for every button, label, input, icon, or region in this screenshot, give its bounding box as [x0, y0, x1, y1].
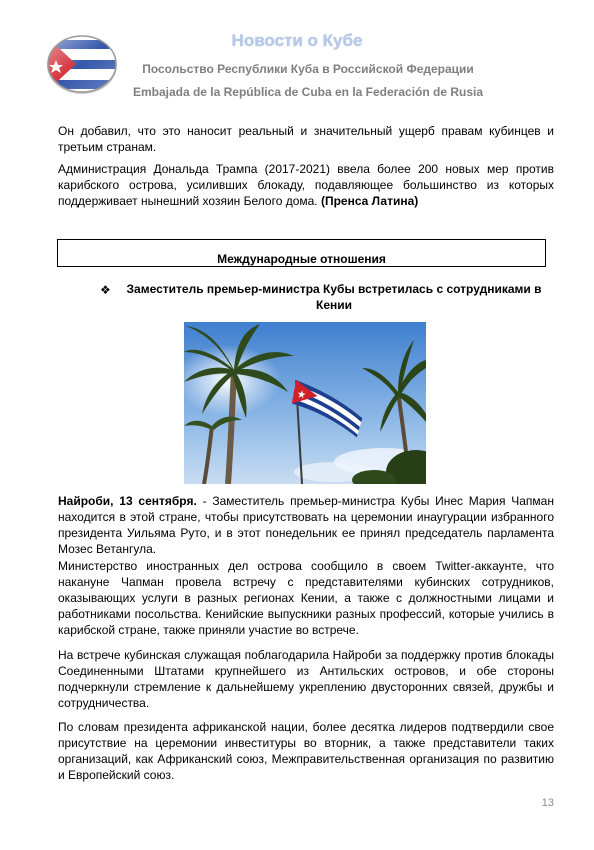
paragraph-trump-measures: [58, 161, 554, 209]
palm-trees-cuban-flag-photo: [184, 322, 426, 484]
article-dateline: Найроби, 13 сентября.: [58, 494, 197, 508]
diamond-bullet-icon: ❖: [100, 283, 111, 297]
article-paragraph-twitter: Министерство иностранных дел острова сообщило в своем Twitter-аккаунте, что накануне Чапман провела встречу с представителями кубинских сотрудников, оказывающих услуги в разных регионах Кении, а также с должностными лицами и работниками посольства. Кенийские выпускники разных профессий, которые учились в карибской стране, также приняли участие во встрече.: [58, 559, 554, 637]
section-title: Международные отношения: [217, 252, 386, 266]
paragraph-intro: Он добавил, что это наносит реальный и значительный ущерб правам кубинцев и третьим странам.: [58, 124, 554, 154]
section-heading-box: [57, 239, 546, 267]
page-number: 13: [541, 797, 554, 809]
paragraph-trump-text: Администрация Дональда Трампа (2017-2021) ввела более 200 новых мер против карибского острова, усиливших блокаду, подавляющее большинство из которых поддерживает нынешний хозяин Белого дома.: [58, 162, 554, 208]
header-embassy-ru: Посольство Республики Куба в Российской Федерации: [142, 62, 474, 76]
article-lead-paragraph: [58, 493, 554, 557]
article-paragraph-investiture: По словам президента африканской нации, более десятка лидеров подтвердили свое присутствие на церемонии инвеституры во вторник, а также представители таких организаций, как Африканский союз, Межправительственная организация по развитию и Европейский союз.: [58, 720, 554, 782]
article-lead-text: - Заместитель премьер-министра Кубы Инес Мария Чапман находится в этой стране, чтобы присутствовать на церемонии инаугурации избранного президента Уильяма Руто, и в этот понедельник ее принял председатель парламента Мозес Ветангула.: [58, 494, 554, 556]
article-paragraph-blockade: На встрече кубинская служащая поблагодарила Найроби за поддержку против блокады Соединенными Штатами крупнейшего из Антильских островов, и обе стороны подчеркнули стремление к дальнейшему укреплению двусторонних связей, дружбы и сотрудничества.: [58, 648, 554, 710]
source-credit: (Пренса Латина): [320, 194, 419, 208]
header-title: Новости о Кубе: [231, 31, 363, 50]
page-header: [0, 0, 594, 110]
article-headline: Заместитель премьер-министра Кубы встретилась с сотрудниками в Кении: [126, 282, 542, 312]
header-embassy-es: Embajada de la República de Cuba en la Federación de Rusia: [132, 85, 484, 99]
